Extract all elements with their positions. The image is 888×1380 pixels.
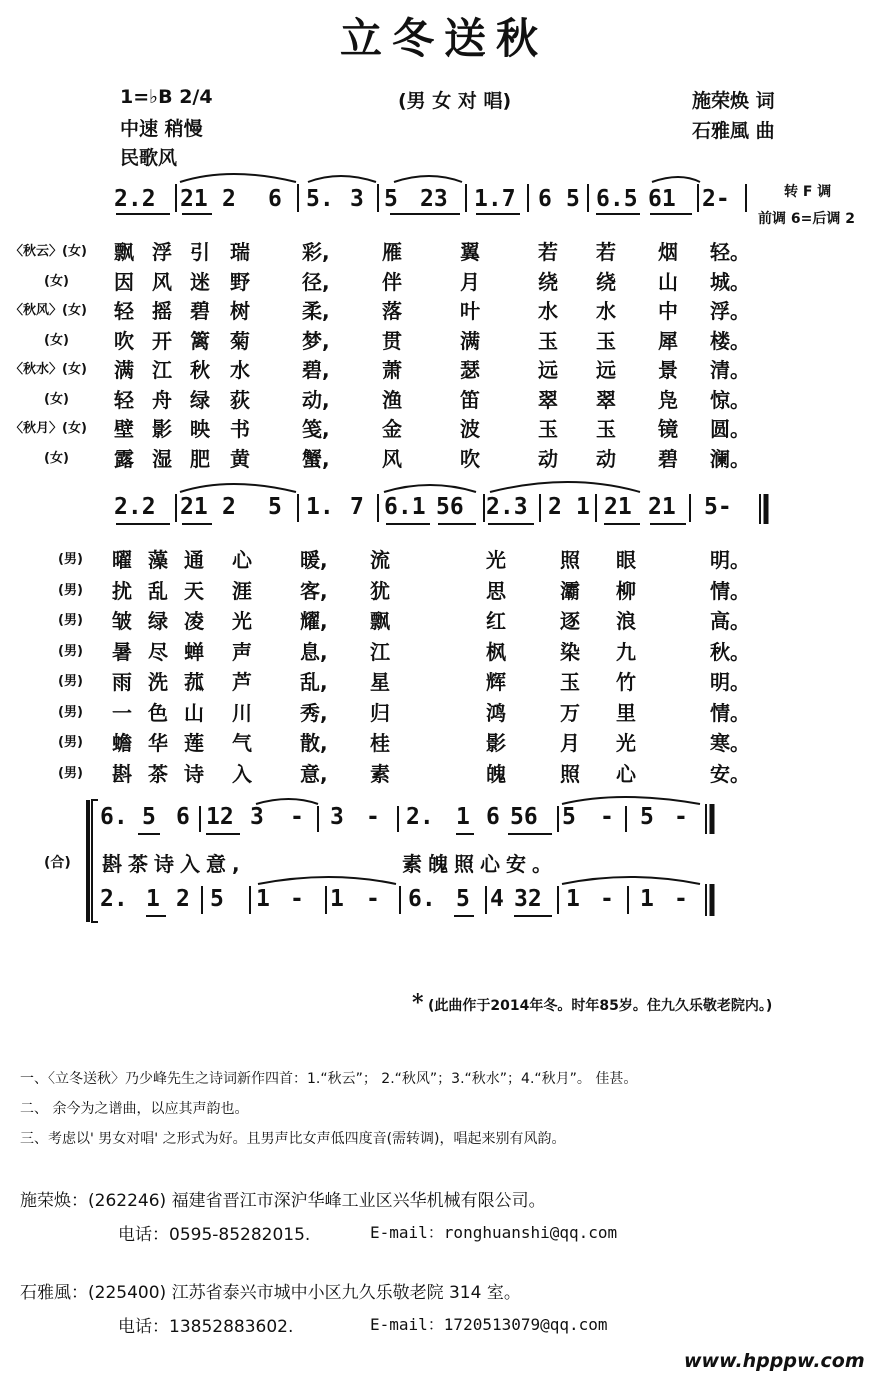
note-1: 一、〈立冬送秋〉乃少峰先生之诗词新作四首：1.“秋云”； 2.“秋风”；3.“秋水”；4.“秋月”。 佳甚。 — [20, 1071, 638, 1087]
lyric-char: 枫 — [486, 639, 506, 664]
lyric-char: 圆。 — [710, 417, 750, 441]
contact-2-address: 石雅風：(225400) 江苏省泰兴市城中小区九久乐敬老院 314 室。 — [20, 1283, 521, 1303]
modulation-ratio: 前调 6=后调 2 — [758, 211, 855, 227]
note: - — [674, 886, 688, 912]
note: 56 — [510, 804, 538, 830]
lyric-char: 蝉 — [184, 639, 204, 664]
note: 32 — [514, 886, 542, 912]
note: 5 — [566, 186, 580, 212]
lyric-char: 因 — [114, 269, 134, 294]
note: - — [674, 804, 688, 830]
lyric-char: 肥 — [190, 446, 210, 471]
verse-label: (男) — [58, 765, 83, 781]
lyric-char: 轻。 — [710, 240, 750, 264]
note: 1 — [256, 886, 270, 912]
note: 6. — [100, 804, 128, 830]
lyric-char: 眼 — [616, 548, 636, 572]
lyric-char: 萧 — [382, 358, 402, 382]
lyric-char: 月 — [460, 269, 480, 294]
lyric-char: 翠 — [596, 387, 616, 412]
lyric-char: 菊 — [230, 328, 250, 353]
note: 1 — [640, 886, 654, 912]
lyric-char: 玉 — [596, 417, 616, 441]
note: 6 — [538, 186, 552, 212]
lyric-char: 浮 — [152, 240, 172, 264]
lyric-char: 心 — [616, 761, 636, 786]
lyric-char: 涯 — [232, 578, 252, 603]
lyric-char: 金 — [382, 417, 402, 441]
contact-1-phone: 电话：0595-85282015. — [118, 1225, 311, 1245]
lyric-char: 开 — [152, 328, 172, 353]
lyric-char: 照 — [560, 548, 580, 572]
lyric-char: 玉 — [538, 328, 558, 353]
lyric-char: 犀 — [658, 328, 678, 353]
lyric-char: 息, — [300, 639, 328, 664]
lyric-char: 满 — [460, 328, 480, 353]
lyric-char: 乱 — [148, 578, 168, 603]
lyric-char: 玉 — [538, 417, 558, 441]
lyric-char: 中 — [658, 299, 678, 323]
note: 21 — [180, 186, 208, 212]
lyric-char: 红 — [486, 609, 506, 633]
note: 56 — [436, 494, 464, 520]
lyric-char: 江 — [152, 358, 172, 382]
note: 2- — [702, 186, 730, 212]
lyric-char: 耀, — [300, 609, 328, 633]
lyric-char: 九 — [616, 639, 636, 664]
lyric-char: 玉 — [596, 328, 616, 353]
lyric-char: 竹 — [616, 670, 636, 694]
verse-label: 〈秋月〉(女) — [10, 421, 87, 436]
lyric-char: 远 — [538, 358, 558, 382]
lyric-char: 素 — [370, 761, 390, 786]
note: 2. — [406, 804, 434, 830]
note: 6.5 — [596, 186, 638, 212]
verse-label: (女) — [44, 332, 69, 348]
note: 6 — [268, 186, 282, 212]
note: 2 — [548, 494, 562, 520]
lyric-char: 乱, — [300, 670, 328, 694]
lyric-char: 暑 — [112, 639, 132, 664]
lyric-char: 摇 — [152, 299, 172, 323]
verse-label: (男) — [58, 643, 83, 659]
lyric-char: 雁 — [382, 240, 402, 264]
lyric-char: 雨 — [112, 670, 132, 694]
lyric-char: 野 — [230, 269, 250, 294]
note: 2 — [222, 494, 236, 520]
lyric-char: 声 — [232, 639, 252, 664]
lyric-char: 芦 — [232, 670, 252, 694]
lyric-char: 照 — [560, 761, 580, 786]
lyric-char: 凫 — [658, 387, 678, 412]
verse-label: (男) — [58, 613, 83, 628]
note: 2.3 — [486, 494, 528, 520]
lyric-char: 远 — [596, 358, 616, 382]
lyric-char: 楼。 — [710, 328, 750, 353]
lyric-char: 轻 — [114, 387, 134, 412]
asterisk-icon: * — [412, 990, 424, 1016]
lyric-char: 思 — [486, 578, 506, 603]
verse-label: (女) — [44, 450, 69, 466]
verse-label: (女) — [44, 273, 69, 289]
lyric-char: 浪 — [616, 609, 636, 633]
lyric-char: 贯 — [382, 328, 402, 353]
composition-note: (此曲作于2014年冬。时年85岁。住九久乐敬老院内。) — [428, 998, 773, 1014]
verse-label: (男) — [58, 552, 83, 567]
lyric-char: 扰 — [112, 578, 132, 603]
lyric-char: 寒。 — [710, 731, 750, 755]
note: 1 — [456, 804, 470, 830]
lyric-char: 魄 — [486, 761, 506, 786]
lyric-char: 碧, — [302, 358, 330, 382]
lyric-char: 叶 — [460, 299, 480, 323]
lyric-char: 桂 — [370, 731, 390, 755]
lyric-char: 吹 — [114, 328, 134, 353]
lyric-char: 情。 — [710, 700, 750, 725]
lyric-char: 藻 — [148, 548, 168, 572]
note: 5 — [142, 804, 156, 830]
lyric-char: 绿 — [190, 387, 210, 412]
chorus-words-a: 斟茶诗入意, — [102, 852, 246, 876]
lyric-char: 镜 — [658, 417, 678, 441]
lyric-char: 茶 — [148, 761, 168, 786]
note: - — [366, 886, 380, 912]
tempo-marking: 中速 稍慢 — [120, 118, 203, 140]
lyric-char: 影 — [152, 417, 172, 441]
lyric-char: 星 — [370, 670, 390, 694]
note: 6 — [176, 804, 190, 830]
lyric-char: 若 — [596, 240, 616, 264]
lyric-char: 碧 — [658, 446, 678, 471]
note: 3 — [330, 804, 344, 830]
lyric-char: 风 — [382, 446, 402, 471]
lyric-char: 尽 — [148, 639, 168, 664]
lyric-char: 鸿 — [486, 700, 506, 725]
lyric-char: 洗 — [148, 670, 168, 694]
lyric-char: 迷 — [190, 269, 210, 294]
lyric-char: 绕 — [538, 269, 558, 294]
verse-label: 〈秋水〉(女) — [10, 362, 87, 377]
lyric-char: 伴 — [382, 269, 402, 294]
lyric-char: 烟 — [658, 240, 678, 264]
lyricist-credit: 施荣焕 词 — [692, 90, 775, 112]
lyric-char: 秋。 — [710, 639, 750, 664]
lyric-char: 皱 — [112, 609, 132, 633]
lyric-char: 城。 — [710, 269, 750, 294]
lyric-char: 动, — [302, 387, 330, 412]
lyric-char: 光 — [616, 731, 636, 755]
lyric-char: 流 — [370, 548, 390, 572]
lyric-char: 飘 — [114, 240, 134, 264]
lyric-char: 菰 — [184, 670, 204, 694]
lyric-char: 径, — [302, 269, 330, 294]
watermark: www.hpppw.com — [684, 1350, 865, 1372]
lyric-char: 风 — [152, 269, 172, 294]
note: 21 — [180, 494, 208, 520]
note: 1 — [576, 494, 590, 520]
lyric-char: 碧 — [190, 299, 210, 323]
note: 5 — [268, 494, 282, 520]
lyric-char: 色 — [148, 700, 168, 725]
note: 5 — [562, 804, 576, 830]
note: 5 — [456, 886, 470, 912]
note: 5 — [384, 186, 398, 212]
lyric-char: 翠 — [538, 387, 558, 412]
lyric-char: 落 — [382, 299, 402, 323]
lyric-char: 蟾 — [112, 731, 132, 755]
lyric-char: 动 — [538, 446, 558, 471]
note: 2. — [100, 886, 128, 912]
verse-label: 〈秋云〉(女) — [10, 244, 87, 259]
lyric-char: 气 — [232, 731, 252, 755]
contact-2-phone: 电话：13852883602. — [118, 1317, 294, 1337]
contact-1-email: E-mail：ronghuanshi@qq.com — [370, 1223, 618, 1242]
lyric-char: 心 — [232, 548, 252, 572]
lyric-char: 安。 — [710, 761, 750, 786]
lyric-char: 光 — [232, 609, 252, 633]
lyric-char: 彩, — [302, 240, 330, 264]
note: 1 — [330, 886, 344, 912]
lyric-char: 蟹, — [302, 446, 330, 471]
lyric-char: 柔, — [302, 299, 330, 323]
note: 61 — [648, 186, 676, 212]
lyric-char: 灞 — [560, 578, 580, 603]
note: - — [366, 804, 380, 830]
chorus-label: (合) — [44, 855, 71, 871]
note: 2 — [176, 886, 190, 912]
note: - — [290, 804, 304, 830]
lyric-char: 书 — [230, 417, 250, 441]
lyric-char: 壁 — [114, 417, 134, 441]
note: 5 — [640, 804, 654, 830]
lyric-char: 山 — [658, 269, 678, 294]
page-title: 立冬送秋 — [339, 14, 548, 63]
lyric-char: 瑞 — [230, 240, 250, 264]
note: 6.1 — [384, 494, 426, 520]
contact-1-address: 施荣焕：(262246) 福建省晋江市深沪华峰工业区兴华机械有限公司。 — [20, 1191, 546, 1211]
lyric-char: 惊。 — [710, 387, 750, 412]
lyric-char: 景 — [658, 358, 678, 382]
lyric-char: 归 — [370, 700, 390, 725]
lyric-char: 绕 — [596, 269, 616, 294]
lyric-char: 吹 — [460, 446, 480, 471]
lyric-char: 露 — [114, 446, 134, 471]
verse-label: (女) — [44, 391, 69, 407]
note-3: 三、考虑以' 男女对唱' 之形式为好。且男声比女声低四度音(需转调)，唱起来别有风韵。 — [20, 1131, 566, 1147]
chorus-words-b: 素魄照心安。 — [402, 852, 558, 876]
lyric-char: 斟 — [112, 761, 132, 786]
lyric-char: 满 — [114, 358, 134, 382]
lyric-char: 辉 — [486, 670, 506, 694]
lyric-char: 明。 — [710, 670, 750, 694]
note: 2 — [222, 186, 236, 212]
lyric-char: 玉 — [560, 670, 580, 694]
lyric-char: 荻 — [230, 387, 250, 412]
lyric-char: 水 — [538, 299, 558, 323]
lyric-char: 万 — [560, 700, 580, 725]
lyric-char: 浮。 — [710, 299, 750, 323]
note: 5. — [306, 186, 334, 212]
lyric-char: 意, — [300, 761, 328, 786]
contact-2-email: E-mail：1720513079@qq.com — [370, 1315, 608, 1334]
lyric-char: 梦, — [302, 328, 330, 353]
lyric-char: 暖, — [300, 548, 328, 572]
lyric-char: 明。 — [710, 548, 750, 572]
lyric-char: 犹 — [370, 578, 390, 603]
lyric-char: 里 — [616, 700, 636, 725]
verse-label: (男) — [58, 704, 83, 720]
lyric-char: 映 — [190, 417, 210, 441]
key-signature: 1=♭B 2/4 — [120, 86, 213, 108]
lyric-char: 江 — [370, 639, 390, 664]
note: 2.2 — [114, 494, 156, 520]
lyric-char: 染 — [560, 639, 580, 664]
note: 1. — [306, 494, 334, 520]
note: 7 — [350, 494, 364, 520]
verse-label: (男) — [58, 735, 83, 750]
lyric-char: 渔 — [382, 387, 402, 412]
lyric-char: 一 — [112, 700, 132, 725]
lyric-char: 舟 — [152, 387, 172, 412]
lyric-char: 清。 — [710, 358, 750, 382]
note: 4 — [490, 886, 504, 912]
note: 12 — [206, 804, 234, 830]
style-marking: 民歌风 — [120, 147, 178, 169]
lyric-char: 瑟 — [460, 358, 480, 382]
lyric-char: 轻 — [114, 299, 134, 323]
lyric-char: 情。 — [710, 578, 750, 603]
lyric-char: 笛 — [460, 387, 480, 412]
lyric-char: 凌 — [184, 609, 204, 633]
note: 21 — [648, 494, 676, 520]
lyric-char: 动 — [596, 446, 616, 471]
lyric-char: 光 — [486, 548, 506, 572]
lyric-char: 绿 — [148, 609, 168, 633]
note: 1 — [146, 886, 160, 912]
lyric-char: 黄 — [230, 446, 250, 471]
lyric-char: 山 — [184, 700, 204, 725]
note: - — [600, 804, 614, 830]
note: 2.2 — [114, 186, 156, 212]
lyric-char: 若 — [538, 240, 558, 264]
lyric-char: 华 — [148, 731, 168, 755]
lyric-char: 水 — [596, 299, 616, 323]
lyric-char: 莲 — [184, 731, 204, 755]
lyric-char: 波 — [460, 417, 480, 441]
lyric-char: 柳 — [616, 578, 636, 603]
note: 6 — [486, 804, 500, 830]
note: 3 — [250, 804, 264, 830]
note: 1.7 — [474, 186, 516, 212]
verse-label: (男) — [58, 582, 83, 598]
lyric-char: 树 — [230, 299, 250, 323]
modulation-label: 转 F 调 — [784, 184, 832, 200]
lyric-char: 诗 — [184, 761, 204, 786]
lyric-char: 飘 — [370, 609, 390, 633]
note: 3 — [350, 186, 364, 212]
lyric-char: 篱 — [190, 328, 210, 353]
note: - — [600, 886, 614, 912]
lyric-char: 秀, — [300, 700, 328, 725]
lyric-char: 引 — [190, 240, 210, 264]
lyric-char: 笺, — [302, 417, 330, 441]
note: 1 — [566, 886, 580, 912]
verse-label: 〈秋风〉(女) — [10, 303, 87, 318]
note: - — [290, 886, 304, 912]
lyric-char: 秋 — [190, 358, 210, 382]
note: 21 — [604, 494, 632, 520]
note-2: 二、 余今为之谱曲，以应其声韵也。 — [20, 1101, 249, 1117]
lyric-char: 澜。 — [710, 446, 750, 471]
note: 23 — [420, 186, 448, 212]
performance-form: (男 女 对 唱) — [398, 90, 512, 112]
lyric-char: 天 — [184, 578, 204, 603]
note: 5 — [210, 886, 224, 912]
lyric-char: 影 — [486, 731, 506, 755]
lyric-char: 高。 — [710, 609, 750, 633]
lyric-char: 月 — [560, 731, 580, 755]
verse-label: (男) — [58, 674, 83, 689]
lyric-char: 川 — [232, 700, 252, 725]
lyric-char: 水 — [230, 358, 250, 382]
lyric-char: 曜 — [112, 548, 132, 572]
lyric-char: 湿 — [152, 446, 172, 471]
lyric-char: 通 — [184, 548, 204, 572]
lyric-char: 逐 — [560, 609, 580, 633]
composer-credit: 石雅風 曲 — [692, 120, 775, 142]
lyric-char: 散, — [300, 731, 328, 755]
note: 5- — [704, 494, 732, 520]
lyric-char: 入 — [232, 761, 252, 786]
lyric-char: 翼 — [460, 240, 480, 264]
lyric-char: 客, — [300, 578, 328, 603]
note: 6. — [408, 886, 436, 912]
